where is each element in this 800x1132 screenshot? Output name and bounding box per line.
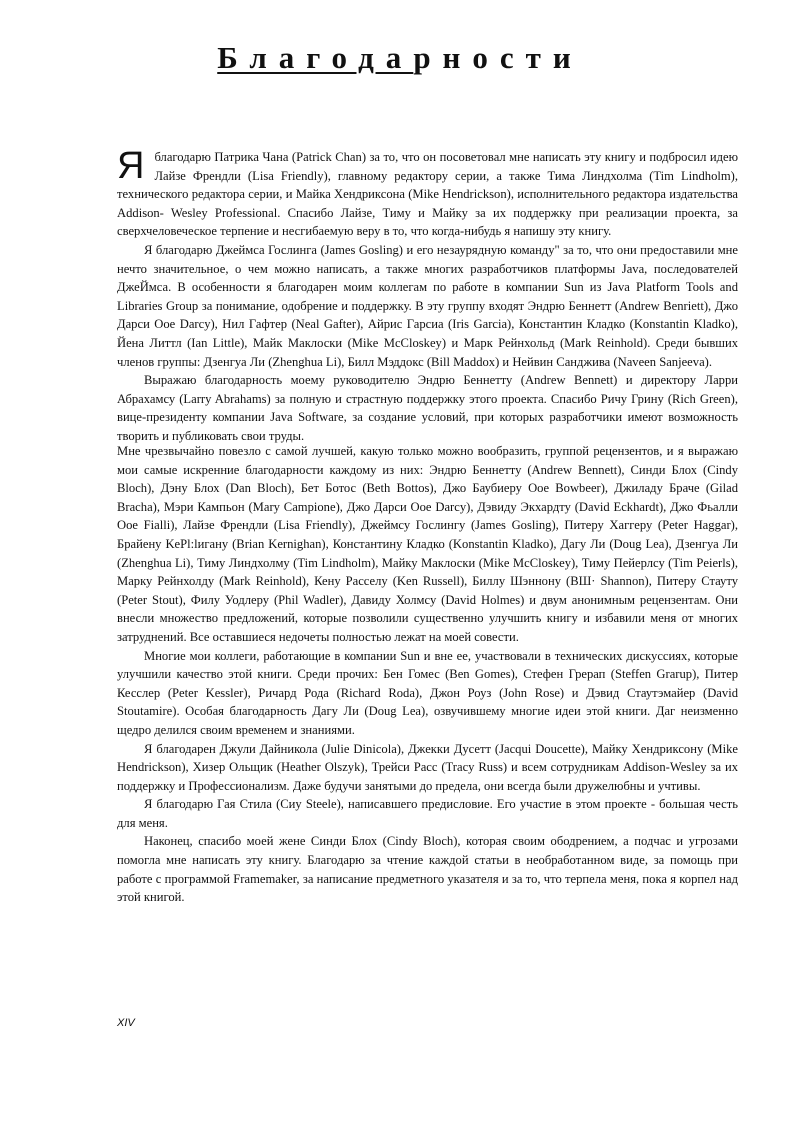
- text-block-second: [117, 442, 738, 907]
- paragraph: Я благодарю Гая Стила (Сиу Steele), написавшего предисловие. Его участие в этом проекте - большая честь для меня.: [117, 797, 738, 830]
- paragraph: Наконец, спасибо моей жене Синди Блох (Cindy Bloch), которая своим ободрением, а подчас и угрозами помогла мне написать эту книгу. Благодарю за чтение каждой статьи в необработанном виде, за помощь при работе с программой Framemaker, за написание предметного указателя и за то, что терпела меня, пока я корпел над этой книгой.: [117, 834, 738, 905]
- page-number: XIV: [117, 1017, 135, 1029]
- paragraph-text: благодарю Патрика Чана (Patrick Chan) за то, что он посоветовал мне написать эту книгу и подбросил идею Лайзе Френдли (Lisa Friendly), главному редактору серии, а также Тима Линдхолма (Tim Lindholm), технического редактора серии, и Майка Хендриксона (Mike Hendrickson), исполнительного редактора издательства Addison- Wesley Professional. Спасибо Лайзе, Тиму и Майку за их поддержку при реализации проекта, за сверхчеловеческое терпение и несгибаемую веру в то, что когда-нибудь я напишу эту книгу.: [117, 150, 738, 239]
- page-title: [0, 38, 800, 78]
- paragraph: Я благодарю Джеймса Гослинга (James Gosling) и его незаурядную команду" за то, что они предоставили мне нечто значительное, о чем можно написать, а также многих разработчиков платформы Java, последователей ДжеЙмса. В особенности я благодарен моим коллегам по работе в компании Sun из Java Platform Tools and Libraries Group за понимание, одобрение и поддержку. В эту группу входят Эндрю Беннетт (Andrew Benriett), Джо Дарси Ooe Darcy), Нил Гафтер (Neal Gafter), Айрис Гарсиа (Iris Garcia), Константин Кладко (Konstantin Kladko), Йена Литтл (Ian Little), Майк Маклоски (Mike McCloskey) и Марк Рейнхольд (Mark Reinhold). Среди бывших членов группы: Дзенгуа Ли (Zhenghua Li), Билл Мэддокс (Bill Maddox) и Нейвин Санджива (Naveen Sanjeeva).: [117, 242, 738, 369]
- paragraph: Выражаю благодарность моему руководителю Эндрю Беннетту (Andrew Bennett) и директору Ларри Абрахамсу (Larry Abrahams) за полную и страстную поддержку этого проекта. Спасибо Ричу Грину (Rich Green), вице-президенту компании Java Software, за создание условий, при которых разработчики имеют возможность творить и публиковать свои труды.: [117, 373, 738, 443]
- drop-cap: Я: [117, 145, 145, 187]
- paragraph: Многие мои коллеги, работающие в компании Sun и вне ее, участвовали в технических дискуссиях, которые улучшили качество этой книги. Среди прочих: Бен Гомес (Ben Gomes), Стефен Грерап (Steffen Grarup), Питер Кесслер (Peter Kessler), Ричард Рода (Richard Roda), Джон Роуз (John Rose) и Дэвид Стаутэмайер (David Stoutamire). Особая благодарность Дагу Ли (Doug Lea), озвучившему многие идеи этой книги. Даг неизменно щедро делился своим временем и знаниями.: [117, 648, 738, 737]
- paragraph: [117, 145, 738, 241]
- page-title-rest: рности: [413, 40, 583, 75]
- paragraph: Я благодарен Джули Дайникола (Julie Dinicola), Джекки Дусетт (Jacqui Doucette), Майку Хендриксону (Mike Hendrickson), Хизер Ольщик (Heather Olszyk), Трейси Расс (Tracy Russ) и всем сотрудникам Addison-Wesley за их поддержку и Профессионализм. Даже будучи занятыми до предела, они всегда были дружелюбны и учтивы.: [117, 741, 738, 793]
- text-block-first: [117, 145, 738, 446]
- paragraph: Мне чрезвычайно повезло с самой лучшей, какую только можно вообразить, группой рецензентов, и я выражаю мои самые искренние благодарности каждому из них: Эндрю Беннетту (Andrew Bennett), Синди Блох (Cindy Bloch), Дэну Блох (Dan Bloch), Бет Ботос (Beth Bottos), Джо Баубиеру Ooe Bowbeer), Джиладу Браче (Gilad Bracha), Мэри Кампьон (Mary Campione), Джо Дарси Ooe Darcy), Дэвиду Экхардту (David Eckhardt), Джо Фьалли Ooe Fialli), Лайзе Френдли (Lisa Friendly), Джеймсу Гослингу (James Gosling), Питеру Хаггеру (Peter Haggar), Брайену KePl:lигану (Brian Kernighan), Константину Кладко (Konstantin Kladko), Дагу Ли (Doug Lea), Дзенгуа Ли (Zhenghua Li), Тиму Линдхолму (Tim Lindholm), Майку Маклоски (Mike McCloskey), Тиму Пейерлсу (Tim Peierls), Марку Рейнхолду (Mark Reinhold), Кену Расселу (Ken Russell), Биллу Шэннону (ВШ· Shannon), Питеру Стауту (Peter Stout), Филу Уодлеру (Phil Wadler), Давиду Холмсу (David Holmes) и двум анонимным рецензентам. Они внесли множество предложений, которые позволили существенно улучшить книгу и избавили меня от многих затруднений. Все оставшиеся недочеты полностью лежат на моей совести.: [117, 444, 738, 644]
- page-title-underlined: Благода: [217, 40, 414, 75]
